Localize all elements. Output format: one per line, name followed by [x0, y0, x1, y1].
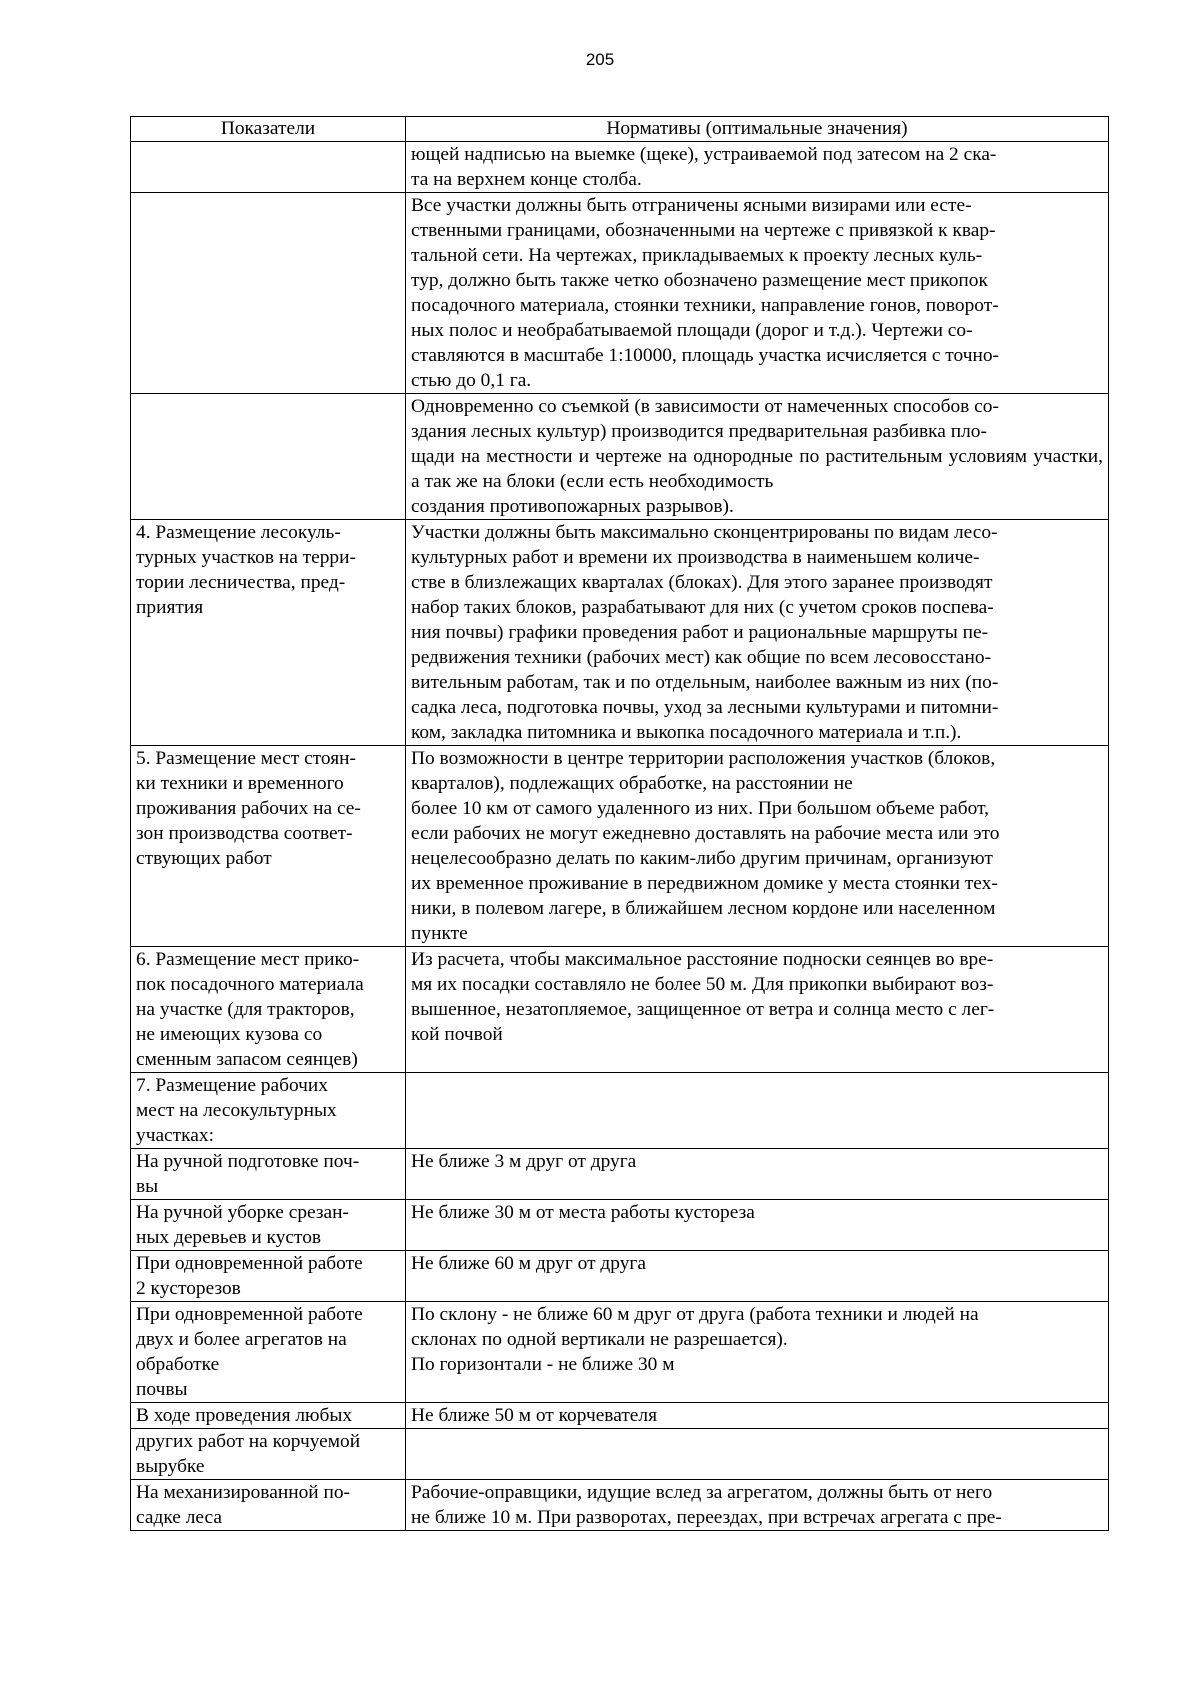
- table-row: [131, 1073, 1109, 1149]
- indicator-line: На ручной подготовке поч-: [136, 1151, 360, 1172]
- indicator-line: На механизированной по-: [136, 1482, 351, 1503]
- norm-line: Рабочие-оправщики, идущие вслед за агрегатом, должны быть от него: [411, 1482, 993, 1503]
- empty-cell: [136, 142, 400, 164]
- indicator-line: не имеющих кузова со: [136, 1024, 323, 1045]
- norm-line: ния почвы) графики проведения работ и рациональные маршруты пе-: [411, 622, 989, 643]
- indicator-line: пок посадочного материала: [136, 974, 364, 995]
- norm-cell: [406, 520, 1109, 746]
- norm-cell: [406, 1480, 1109, 1531]
- norm-line: По возможности в центре территории расположения участков (блоков,: [411, 748, 996, 769]
- indicator-line: ки техники и временного: [136, 773, 344, 794]
- indicator-line: В ходе проведения любых: [136, 1405, 353, 1426]
- indicator-line: на участке (для тракторов,: [136, 999, 355, 1020]
- norm-line: ных полос и необрабатываемой площади (дорог и т.д.). Чертежи со-: [411, 320, 973, 341]
- table-row: [131, 1200, 1109, 1251]
- norm-line: стве в близлежащих кварталах (блоках). Для этого заранее производят: [411, 572, 993, 593]
- norm-line: ющей надписью на выемке (щеке), устраиваемой под затесом на 2 ска-: [411, 144, 997, 165]
- norm-cell: [406, 1251, 1109, 1302]
- norm-line: Все участки должны быть отграничены ясными визирами или есте-: [411, 195, 972, 216]
- indicator-cell: [131, 1302, 406, 1403]
- empty-cell: [411, 1073, 1103, 1095]
- norm-line: По горизонтали - не ближе 30 м: [411, 1354, 675, 1375]
- table-row: [131, 520, 1109, 746]
- indicator-line: При одновременной работе: [136, 1253, 363, 1274]
- norm-line: Не ближе 60 м друг от друга: [411, 1253, 646, 1274]
- norm-cell: [406, 142, 1109, 193]
- table-row: [131, 1302, 1109, 1403]
- indicator-cell: [131, 394, 406, 520]
- empty-cell: [136, 193, 400, 215]
- norm-cell: [406, 193, 1109, 394]
- indicator-cell: [131, 1480, 406, 1531]
- table-row: [131, 947, 1109, 1073]
- norm-line: мя их посадки составляло не более 50 м. Для прикопки выбирают воз-: [411, 974, 994, 995]
- norm-line: склонах по одной вертикали не разрешается).: [411, 1329, 788, 1350]
- indicator-line: участках:: [136, 1125, 214, 1146]
- table-row: [131, 1403, 1109, 1429]
- indicator-line: вырубке: [136, 1456, 205, 1477]
- indicator-line: 6. Размещение мест прико-: [136, 949, 360, 970]
- page-number: 205: [585, 50, 615, 69]
- indicator-line: садке леса: [136, 1507, 222, 1528]
- indicator-line: других работ на корчуемой: [136, 1431, 361, 1452]
- indicator-line: зон производства соответ-: [136, 823, 353, 844]
- indicator-line: приятия: [136, 597, 204, 618]
- norm-cell: [406, 1200, 1109, 1251]
- norm-line: Не ближе 50 м от корчевателя: [411, 1405, 657, 1426]
- indicator-line: турных участков на терри-: [136, 547, 356, 568]
- indicator-line: ствующих работ: [136, 848, 272, 869]
- norm-line: создания противопожарных разрывов).: [411, 496, 734, 517]
- indicator-cell: [131, 746, 406, 947]
- empty-cell: [136, 394, 400, 416]
- indicator-cell: [131, 1149, 406, 1200]
- indicator-line: проживания рабочих на се-: [136, 798, 361, 819]
- norm-line: тур, должно быть также четко обозначено размещение мест прикопок: [411, 270, 988, 291]
- table-row: [131, 142, 1109, 193]
- norm-line: их временное проживание в передвижном домике у места стоянки тех-: [411, 873, 998, 894]
- norm-line: тальной сети. На чертежах, прикладываемых к проекту лесных куль-: [411, 245, 983, 266]
- table-header-row: [131, 117, 1109, 142]
- table-row: [131, 1480, 1109, 1531]
- indicator-line: ных деревьев и кустов: [136, 1227, 322, 1248]
- norm-cell: [406, 947, 1109, 1073]
- norm-cell: [406, 394, 1109, 520]
- norm-line: не ближе 10 м. При разворотах, переездах, при встречах агрегата с пре-: [411, 1507, 1002, 1528]
- header-indicators: Показатели: [131, 117, 406, 142]
- norm-line: Не ближе 3 м друг от друга: [411, 1151, 637, 1172]
- norm-line: По склону - не ближе 60 м друг от друга (работа техники и людей на: [411, 1304, 979, 1325]
- norm-line: стью до 0,1 га.: [411, 370, 532, 391]
- indicator-cell: [131, 1251, 406, 1302]
- norm-line: вительным работам, так и по отдельным, наиболее важным из них (по-: [411, 672, 999, 693]
- table-row: [131, 1251, 1109, 1302]
- norm-cell: [406, 1073, 1109, 1149]
- table-row: [131, 193, 1109, 394]
- norm-line: ственными границами, обозначенными на чертеже с привязкой к квар-: [411, 220, 996, 241]
- indicator-cell: [131, 1403, 406, 1429]
- norm-line: пункте: [411, 923, 468, 944]
- norm-line: ники, в полевом лагере, в ближайшем лесном кордоне или населенном: [411, 898, 996, 919]
- indicator-line: На ручной уборке срезан-: [136, 1202, 349, 1223]
- norms-table: [130, 116, 1109, 1531]
- indicator-line: вы: [136, 1176, 159, 1197]
- norm-line: здания лесных культур) производится предварительная разбивка пло-: [411, 421, 987, 442]
- norm-line: Участки должны быть максимально сконцентрированы по видам лесо-: [411, 522, 998, 543]
- norm-cell: [406, 1403, 1109, 1429]
- indicator-line: тории лесничества, пред-: [136, 572, 346, 593]
- table-row: [131, 1149, 1109, 1200]
- indicator-cell: [131, 1073, 406, 1149]
- indicator-cell: [131, 520, 406, 746]
- norm-line: ставляются в масштабе 1:10000, площадь участка исчисляется с точно-: [411, 345, 999, 366]
- norm-line: нецелесообразно делать по каким-либо другим причинам, организуют: [411, 848, 993, 869]
- norm-line: садка леса, подготовка почвы, уход за лесными культурами и питомни-: [411, 697, 999, 718]
- indicator-line: почвы: [136, 1379, 188, 1400]
- table-row: [131, 746, 1109, 947]
- table-row: [131, 1429, 1109, 1480]
- empty-cell: [411, 1429, 1103, 1451]
- indicator-line: При одновременной работе: [136, 1304, 363, 1325]
- indicator-line: обработке: [136, 1354, 220, 1375]
- norm-line: Не ближе 30 м от места работы кустореза: [411, 1202, 755, 1223]
- indicator-line: мест на лесокультурных: [136, 1100, 337, 1121]
- indicator-cell: [131, 1429, 406, 1480]
- norm-line: вышенное, незатопляемое, защищенное от ветра и солнца место с лег-: [411, 999, 995, 1020]
- norm-cell: [406, 1429, 1109, 1480]
- indicator-cell: [131, 1200, 406, 1251]
- norm-cell: [406, 746, 1109, 947]
- indicator-cell: [131, 947, 406, 1073]
- table-row: [131, 394, 1109, 520]
- indicator-line: 5. Размещение мест стоян-: [136, 748, 356, 769]
- norm-line: кой почвой: [411, 1024, 503, 1045]
- indicator-line: сменным запасом сеянцев): [136, 1049, 358, 1070]
- norm-line: та на верхнем конце столба.: [411, 169, 642, 190]
- norm-line: редвижения техники (рабочих мест) как общие по всем лесовосстано-: [411, 647, 992, 668]
- indicator-line: 4. Размещение лесокуль-: [136, 522, 341, 543]
- indicator-line: 7. Размещение рабочих: [136, 1075, 328, 1096]
- indicator-cell: [131, 193, 406, 394]
- norm-line: культурных работ и времени их производства в наименьшем количе-: [411, 547, 980, 568]
- norm-line: кварталов), подлежащих обработке, на расстоянии не: [411, 773, 853, 794]
- indicator-line: двух и более агрегатов на: [136, 1329, 347, 1350]
- header-norms: Нормативы (оптимальные значения): [406, 117, 1109, 142]
- norm-line: если рабочих не могут ежедневно доставлять на рабочие места или это: [411, 823, 1000, 844]
- norm-line: щади на местности и чертеже на однородные по растительным условиям участки, а так же на блоки (если есть необходимость: [411, 446, 1103, 492]
- norm-line: Из расчета, чтобы максимальное расстояние подноски сеянцев во вре-: [411, 949, 994, 970]
- norm-cell: [406, 1149, 1109, 1200]
- norm-line: ком, закладка питомника и выкопка посадочного материала и т.п.).: [411, 722, 962, 743]
- norm-line: более 10 км от самого удаленного из них. При большом объеме работ,: [411, 798, 989, 819]
- indicator-line: 2 кусторезов: [136, 1278, 241, 1299]
- norm-line: Одновременно со съемкой (в зависимости от намеченных способов со-: [411, 396, 999, 417]
- indicator-cell: [131, 142, 406, 193]
- table-body: [131, 142, 1109, 1531]
- norm-cell: [406, 1302, 1109, 1403]
- norm-line: посадочного материала, стоянки техники, направление гонов, поворот-: [411, 295, 999, 316]
- norm-line: набор таких блоков, разрабатывают для них (с учетом сроков поспева-: [411, 597, 994, 618]
